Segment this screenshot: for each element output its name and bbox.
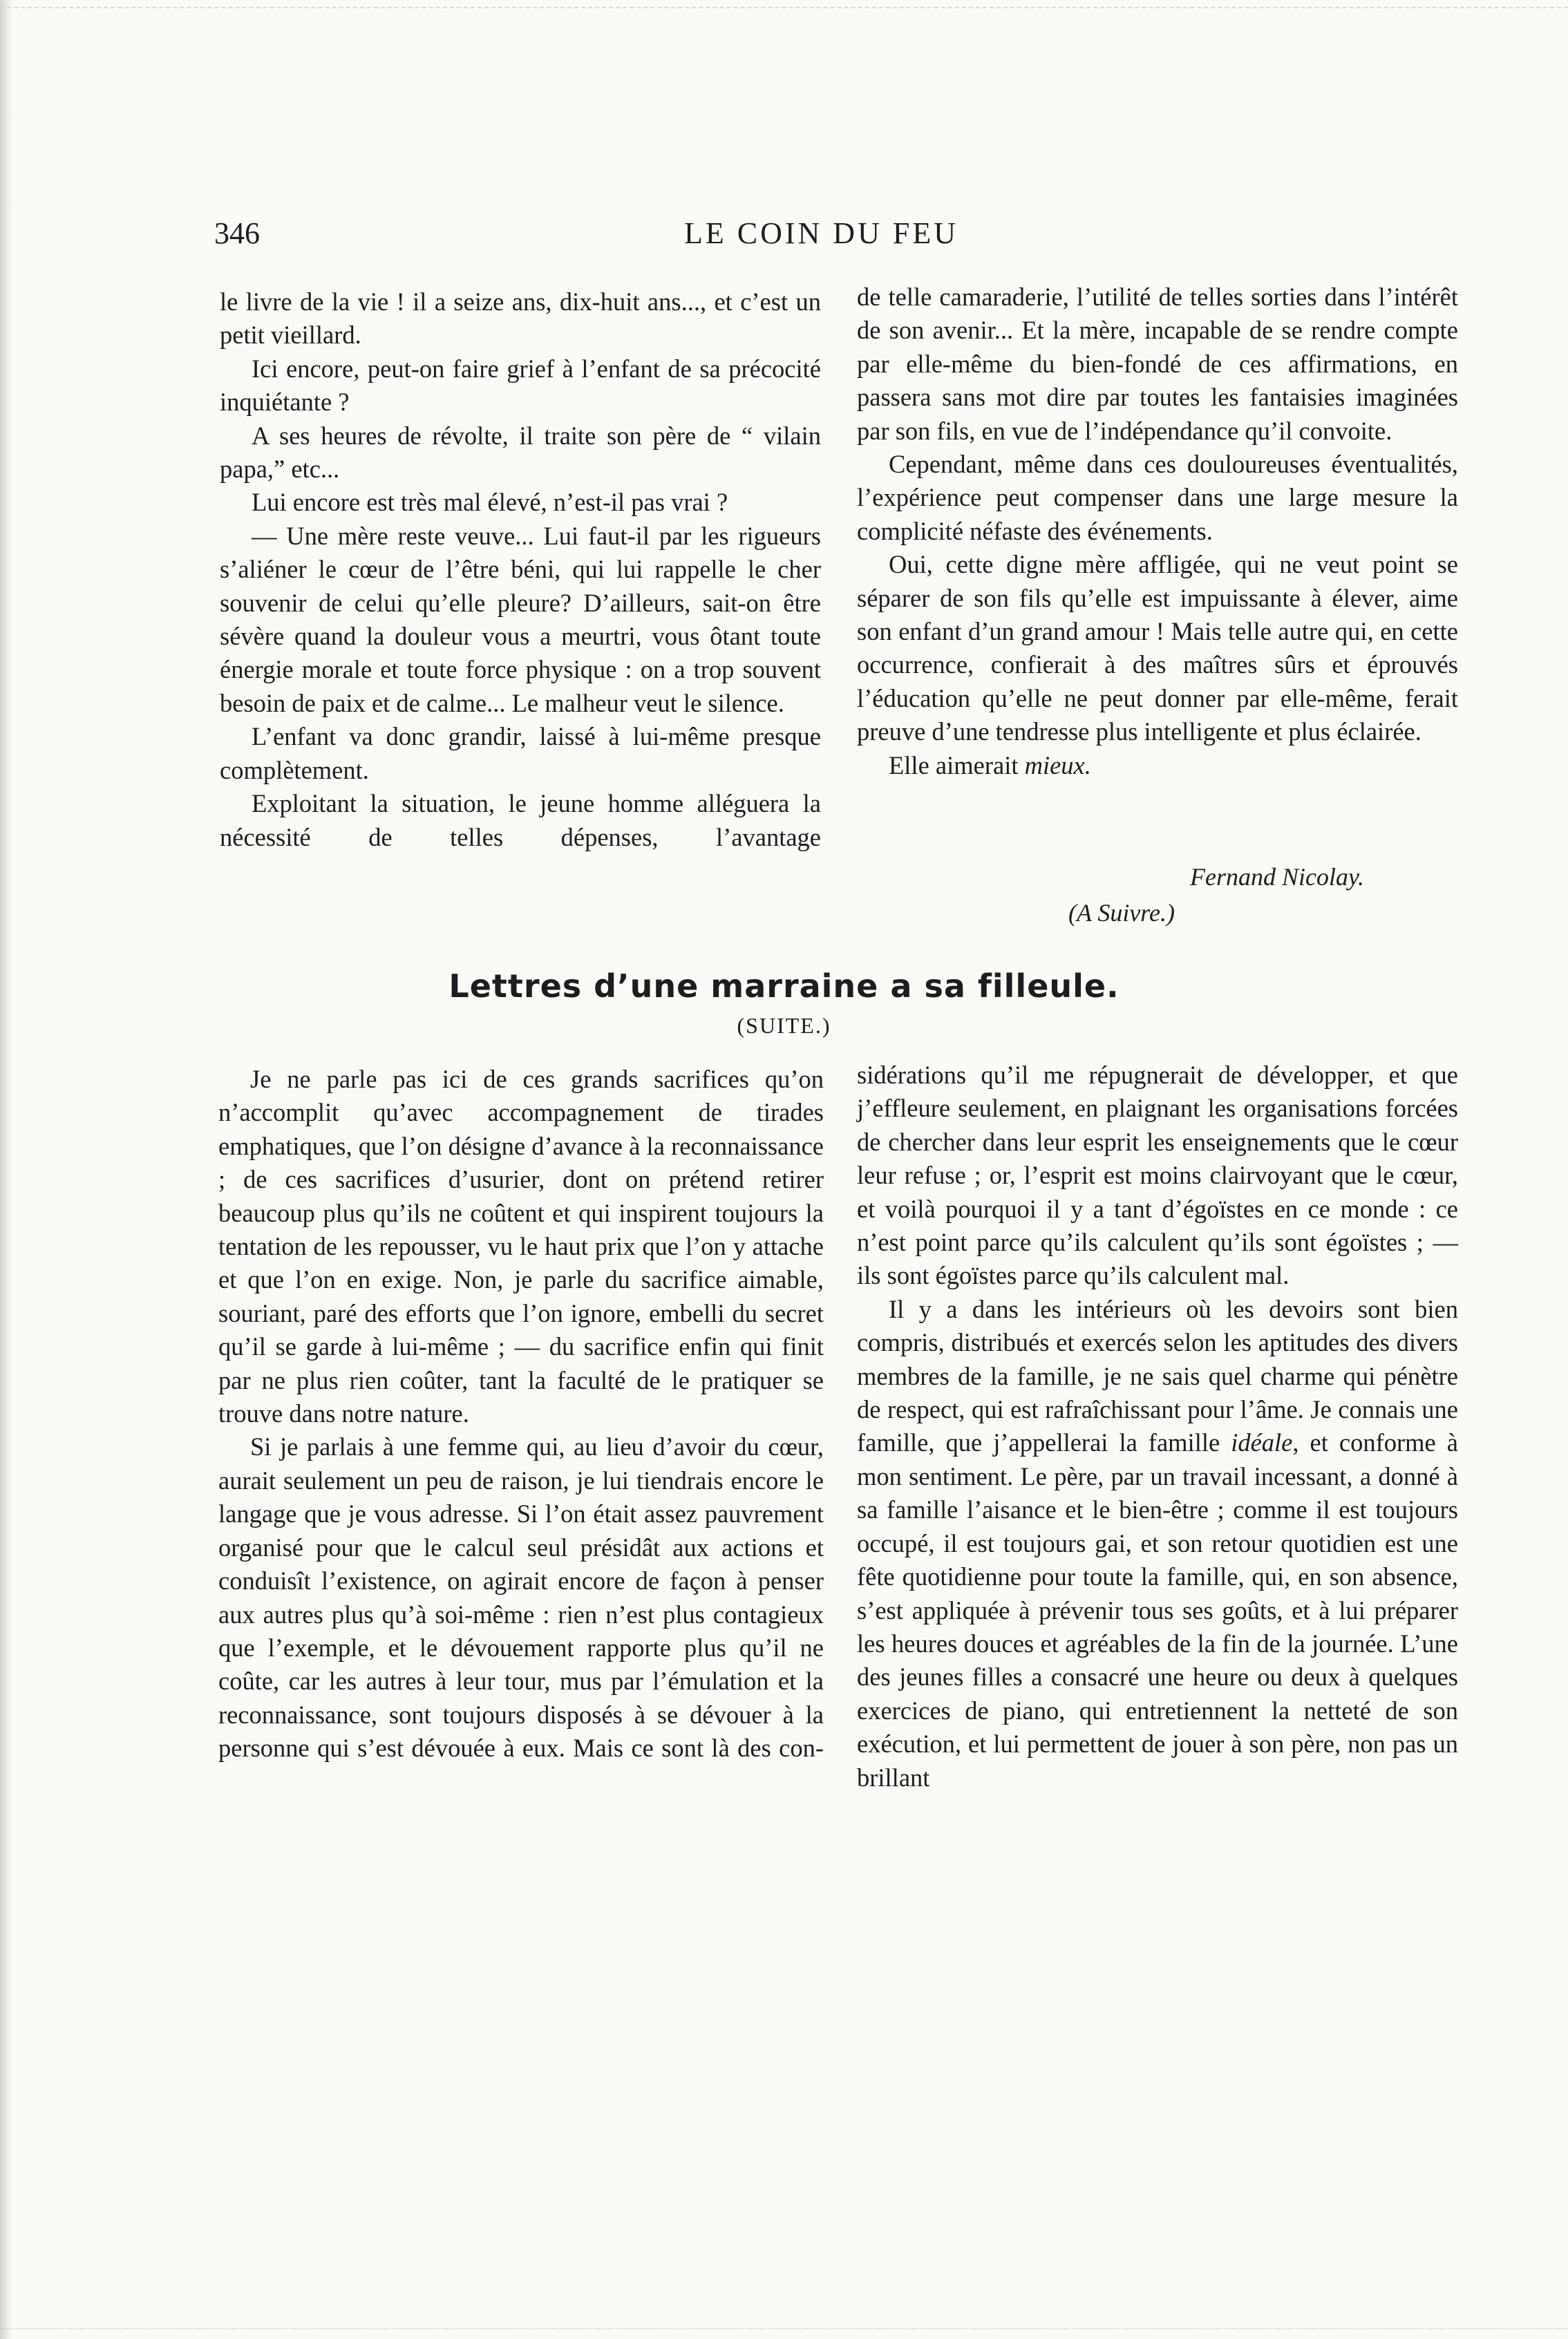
paragraph: Exploitant la situation, le jeune homme alléguera la nécessité de telles dépenses, l’avantage	[220, 789, 821, 851]
author-signature: Fernand Nicolay.	[1190, 863, 1364, 891]
prev-article-right-column	[857, 281, 1458, 782]
paragraph: Lui encore est très mal élevé, n’est-il pas vrai ?	[252, 488, 728, 517]
paragraph: Oui, cette digne mère affligée, qui ne veut point se séparer de son fils qu’elle est impuissante à élever, aime son enfant d’un grand amour ! Mais telle autre qui, en cette occurrence, confierait à des maîtres sûrs et éprouvés l’éducation qu’elle ne peut donner par elle-même, ferait preuve d’une tendresse plus intelligente et plus éclairée.	[857, 550, 1458, 746]
page-number: 346	[214, 216, 260, 250]
paragraph	[857, 1293, 1458, 1795]
paragraph: L’enfant va donc grandir, laissé à lui-même presque complètement.	[220, 722, 821, 784]
article-right-column	[857, 1059, 1458, 1795]
paragraph: — Une mère reste veuve... Lui faut-il par les rigueurs s’aliéner le cœur de l’être béni, qui lui rappelle le cher souvenir de celui qu’elle pleure? D’ailleurs, sait-on être sévère quand la douleur vous a meurtri, vous ôtant toute énergie morale et toute force physique : on a trop souvent besoin de paix et de calme... Le malheur veut le silence.	[220, 521, 821, 717]
closing-line	[857, 749, 1458, 782]
paragraph: Je ne parle pas ici de ces grands sacrifices qu’on n’accomplit qu’avec accompagnement de tirades emphatiques, que l’on désigne d’avance à la reconnaissance ; de ces sacrifices d’usurier, dont on prétend retirer beaucoup plus qu’ils ne coûtent et qui inspirent toujours la tentation de les repousser, vu le haut prix que l’on y attache et que l’on en exige. Non, je parle du sacrifice aimable, souriant, paré des efforts que l’on ignore, embelli du secret qu’il se garde à lui-même ; — du sacrifice enfin qui finit par ne plus rien coûter, tant la faculté de le pratiquer se trouve dans notre nature.	[218, 1065, 824, 1428]
paragraph: de telle camaraderie, l’utilité de telles sorties dans l’intérêt de son avenir... Et la mère, incapable de se rendre compte par elle-même du bien-fondé de ces affirmations, en passera sans mot dire par toutes les fantaisies imaginées par son fils, en vue de l’indépendance qu’il convoite.	[857, 283, 1458, 445]
article-left-column	[218, 1063, 824, 1765]
paragraph: Cependant, même dans ces douloureuses éventualités, l’expérience peut compenser dans une large mesure la complicité néfaste des événements.	[857, 450, 1458, 545]
article-title: Lettres d’une marraine a sa filleule.	[448, 967, 1120, 1005]
emphasis-ideale: idéale	[1231, 1428, 1293, 1457]
paragraph: Si je parlais à une femme qui, au lieu d’avoir du cœur, aurait seulement un peu de raison, je lui tiendrais encore le langage que je vous adresse. Si l’on était assez pauvrement organisé pour que le calcul seul présidât aux actions et conduisît l’existence, on agirait encore de façon à penser aux autres plus qu’à soi-même : rien n’est plus contagieux que l’exemple, et le dévouement rapporte plus qu’il ne coûte, car les autres à leur tour, mus par l’émulation et la reconnaissance, sont toujours disposés à se dévouer à la personne qui s’est dévouée à eux. Mais ce sont là des con-	[218, 1432, 824, 1763]
running-title: LE COIN DU FEU	[684, 216, 958, 250]
paragraph-text: Il y a dans les intérieurs où les devoirs sont bien compris, distribués et exercés selon les aptitudes des divers membres de la famille, je ne sais quel charme qui pénètre de respect, qui est rafraîchissant pour l’âme. Je connais une famille, que j’appellerai la famille	[857, 1294, 1458, 1457]
page-binding-edge	[0, 0, 12, 2339]
paragraph: sidérations qu’il me répugnerait de développer, et que j’effleure seulement, en plaignant les organisations forcées de chercher dans leur esprit les enseignements que le cœur leur refuse ; or, l’esprit est moins clairvoyant que le cœur, et voilà pourquoi il y a tant d’égoïstes en ce monde : ce n’est point parce qu’ils calculent qu’ils sont égoïstes ; — ils sont égoïstes parce qu’ils calculent mal.	[857, 1061, 1458, 1290]
article-subtitle: (SUITE.)	[737, 1013, 831, 1038]
closing-emphasis: mieux.	[1024, 750, 1091, 779]
prev-article-left-column	[220, 285, 821, 854]
paragraph-text: , et conforme à mon sentiment. Le père, par un travail incessant, a donné à sa famille l’aisance et le bien-être ; comme il est toujours occupé, il est toujours gai, et son retour quotidien est une fête quotidienne pour toute la famille, qui, en son absence, s’est appliquée à prévenir tous ses goûts, et à lui préparer les heures douces et agréables de la fin de la journée. L’une des jeunes filles a consacré une heure ou deux à quelques exercices de piano, qui entretiennent la netteté de son exécution, et lui permettent de jouer à son père, non pas un brillant	[857, 1428, 1458, 1792]
paragraph: A ses heures de révolte, il traite son père de “ vilain papa,” etc...	[220, 421, 821, 484]
paragraph: le livre de la vie ! il a seize ans, dix-huit ans..., et c’est un petit vieillard.	[220, 287, 821, 350]
paragraph: Ici encore, peut-on faire grief à l’enfant de sa précocité inquiétante ?	[220, 354, 821, 417]
closing-text: Elle aimerait	[889, 750, 1025, 779]
to-be-continued: (A Suivre.)	[1068, 899, 1175, 927]
page-bottom-edge	[0, 2328, 1568, 2339]
page-top-edge	[0, 0, 1568, 8]
